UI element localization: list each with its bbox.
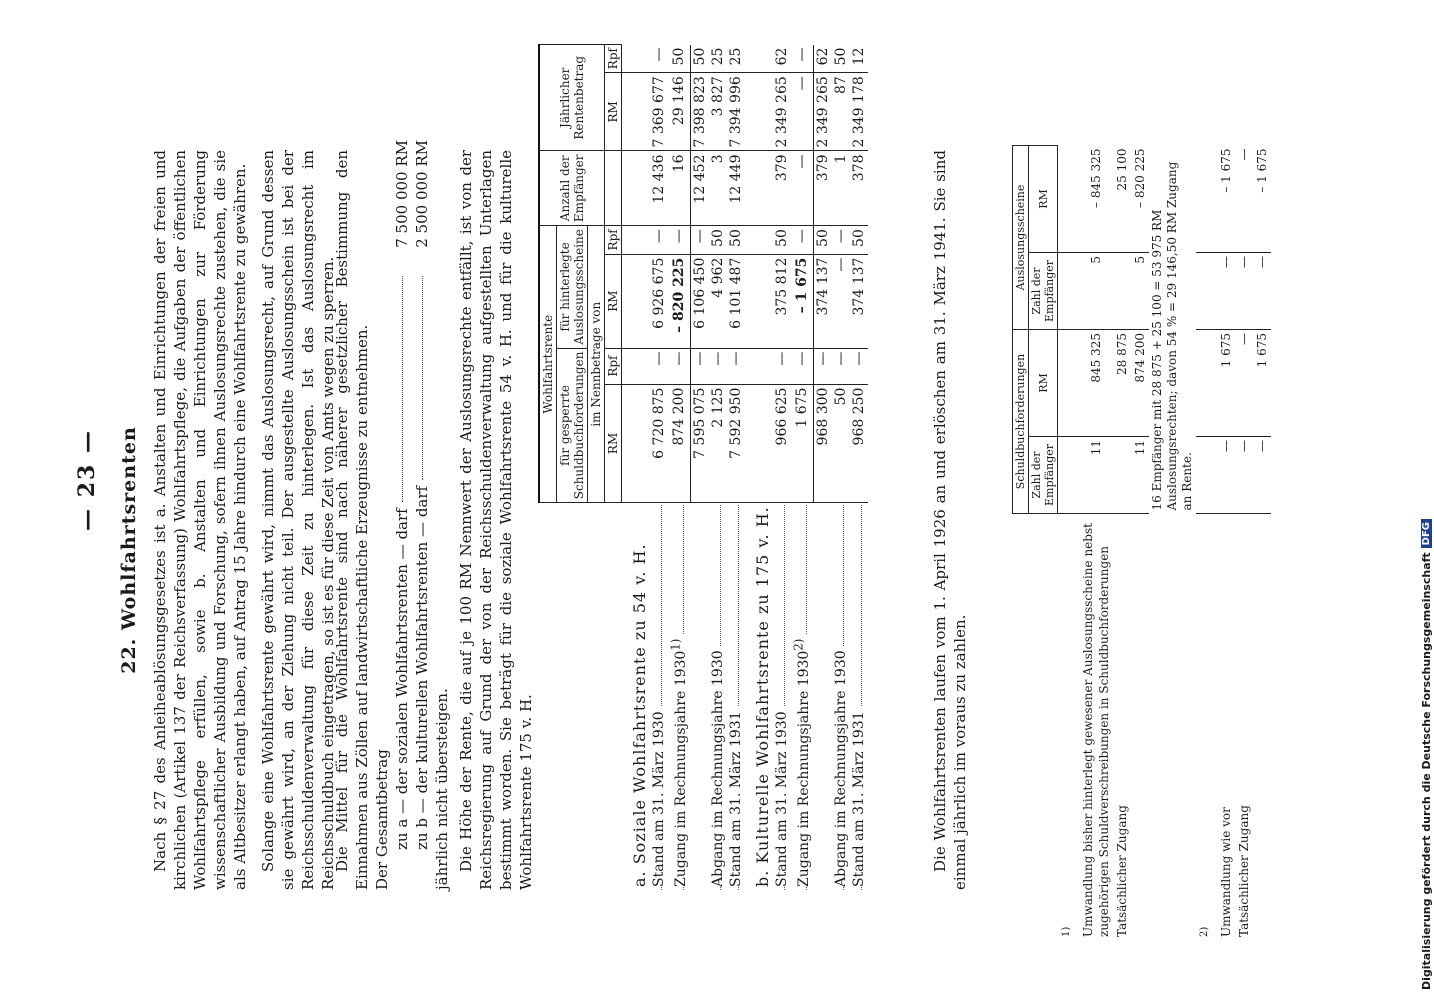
rente-rpf: 12 <box>850 45 868 73</box>
header-empfaenger: Anzahl der Empfänger <box>539 151 605 226</box>
table-row <box>773 45 791 890</box>
rente-rm: 2 349 178 <box>850 73 868 151</box>
footnote-1-rows <box>1058 146 1196 941</box>
digitization-credit <box>1418 521 1434 1000</box>
schuldbuch-rpf: — <box>650 348 668 384</box>
header-rentenbetrag: Jährlicher Rentenbetrag <box>539 45 605 151</box>
header-schuldbuch: für gesperrte Schuldbuchforderungen <box>557 348 588 503</box>
rente-rpf: — <box>650 45 668 73</box>
schuldbuch-rm: 50 <box>832 384 850 503</box>
header-group: Wohlfahrtsrente <box>539 226 557 503</box>
schuld-zahl: — <box>1217 437 1235 514</box>
header-rpf: Rpf <box>605 45 622 73</box>
row-label-text: Stand am 31. März 1930 <box>774 707 790 887</box>
footnote-row-label: Tatsächlicher Zugang <box>1236 805 1251 937</box>
paragraph-4: Die Höhe der Rente, die auf je 100 RM Nennwert der Auslosungsrechte entfällt, ist von der Reichsregierung auf Grund der von der Reichsschuldenverwaltung aufgestellten Unterlagen bestimmt worden. Sie beträgt für die soziale Wohlfahrtsrente 54 v. H. und für die kulturelle Wohlfahrtsrente 175 v. H. <box>457 150 535 890</box>
rente-rm: — <box>791 73 814 151</box>
footnote-ref: 1) <box>668 638 683 651</box>
empfaenger-count: 16 <box>668 151 691 226</box>
footnote-row <box>1113 146 1131 941</box>
schuldbuch-rm: 968 250 <box>850 384 868 503</box>
rente-rm: 2 349 265 <box>773 73 791 151</box>
footnote-note-spacer <box>1149 514 1196 941</box>
empfaenger-count: 12 436 <box>650 151 668 226</box>
header-nennbetrag: im Nennbetrage von <box>588 226 605 503</box>
header-rm: RM <box>605 73 622 151</box>
footnote-table-wrapper <box>1012 60 1271 940</box>
table-row <box>813 45 832 890</box>
rente-rm: 2 349 265 <box>813 73 832 151</box>
schuld-rm: 845 325 <box>1079 330 1113 437</box>
schuldbuch-rm: 874 200 <box>668 384 691 503</box>
header-auslosungsscheine: für hinterlegte Auslosungsscheine <box>557 226 588 348</box>
footnote-note: 16 Empfänger mit 28 875 + 25 100 = 53 975 RM Auslosungsrechten; davon 54 % = 29 146,50 RM Zugang an Rente. <box>1149 161 1194 511</box>
auslosung-rm: 374 137 <box>813 254 832 348</box>
schuld-rm: 1 675 <box>1253 330 1271 437</box>
row-label-text: Abgang im Rechnungsjahre 1930 <box>833 646 849 887</box>
schuldbuch-rm: 966 625 <box>773 384 791 503</box>
rente-rm: 7 369 677 <box>650 73 668 151</box>
header-schuldbuch: Schuldbuchforderungen <box>1013 330 1029 514</box>
rente-rm: 7 394 996 <box>727 73 745 151</box>
table-row <box>668 45 691 890</box>
schuld-rm: 28 875 <box>1113 330 1131 437</box>
schuld-rm: 874 200 <box>1131 330 1149 437</box>
header-auslosung: Auslosungsscheine <box>1013 146 1029 330</box>
row-label <box>650 503 668 890</box>
schuldbuch-rm: 7 595 075 <box>690 384 709 503</box>
page-number: — 23 — <box>74 429 100 531</box>
schuldbuch-rm: 968 300 <box>813 384 832 503</box>
auslosung-rm: 6 106 450 <box>690 254 709 348</box>
table-row <box>850 45 868 890</box>
schuld-rm: — <box>1235 330 1253 437</box>
table-row <box>709 45 727 890</box>
main-table <box>538 44 868 890</box>
schuld-rm: 1 675 <box>1217 330 1235 437</box>
header-rpf: Rpf <box>605 348 622 384</box>
header-rpf: Rpf <box>605 226 622 254</box>
schuldbuch-rpf: — <box>791 348 814 384</box>
schuldbuch-rpf: — <box>690 348 709 384</box>
table-row <box>791 45 814 890</box>
footnote-row-label: Umwandlung wie vor <box>1218 807 1233 937</box>
auslosung-rpf: — <box>690 226 709 254</box>
auslosung-rpf: 50 <box>773 226 791 254</box>
row-label-text: Zugang im Rechnungsjahre 1930$^{2)}$ <box>796 635 812 887</box>
row-label <box>709 503 727 890</box>
header-zahl: Zahl der Empfänger <box>1029 253 1058 330</box>
aus-rm: – 1 675 <box>1253 146 1271 253</box>
paragraph-3: Die Mittel für die Wohlfahrtsrente sind nach näherer gesetzlicher Bestimmung den Einnahmen aus Zöllen auf landwirtschaftliche Erzeugnisse zu entnehmen. <box>333 150 371 890</box>
empfaenger-count: 379 <box>773 151 791 226</box>
schuldbuch-rpf: — <box>850 348 868 384</box>
distribution-intro: Der Gesamtbetrag <box>373 749 391 890</box>
empfaenger-count: 1 <box>832 151 850 226</box>
empfaenger-count: — <box>791 151 814 226</box>
row-label <box>690 503 709 890</box>
row-label-text: Abgang im Rechnungsjahre 1930 <box>710 646 726 887</box>
schuld-zahl: — <box>1253 437 1271 514</box>
footnote-2-rows <box>1196 146 1271 941</box>
empfaenger-count: 379 <box>813 151 832 226</box>
aus-rm: 25 100 <box>1113 146 1131 253</box>
aus-rm: – 1 675 <box>1217 146 1235 253</box>
footnote-row-label: Umwandlung bisher hinterlegt gewesener Auslosungsscheine nebst zugehörigen Schuldverschreibungen in Schuldbuchforderungen <box>1080 523 1111 937</box>
aus-zahl: 5 <box>1079 253 1113 330</box>
schuldbuch-rm: 7 592 950 <box>727 384 745 503</box>
row-label <box>727 503 745 890</box>
rente-rpf: 25 <box>709 45 727 73</box>
dfg-logo: DFG <box>1421 519 1432 548</box>
rente-rpf: 50 <box>690 45 709 73</box>
rente-rpf: 50 <box>832 45 850 73</box>
row-label <box>813 503 832 890</box>
row-label <box>668 503 691 890</box>
footnote-row <box>1235 146 1253 941</box>
auslosung-rm: 6 101 487 <box>727 254 745 348</box>
distribution-amount-a: 7 500 000 RM <box>393 140 411 248</box>
aus-zahl: 5 <box>1131 253 1149 330</box>
footnote-row-label <box>1131 514 1149 941</box>
row-label-text: Stand am 31. März 1930 <box>651 707 667 887</box>
rente-rpf: 50 <box>668 45 691 73</box>
auslosung-rpf: — <box>791 226 814 254</box>
rente-rm: 3 827 <box>709 73 727 151</box>
footnote-row-label <box>1253 514 1271 941</box>
auslosung-rpf: 50 <box>850 226 868 254</box>
aus-zahl: — <box>1253 253 1271 330</box>
empfaenger-count: 12 452 <box>690 151 709 226</box>
auslosung-rm: 374 137 <box>850 254 868 348</box>
auslosung-rpf: 50 <box>813 226 832 254</box>
rente-rpf: — <box>791 45 814 73</box>
schuld-zahl: — <box>1235 437 1253 514</box>
header-rm: RM <box>1029 146 1058 253</box>
distribution-label-b: zu b — der kulturellen Wohlfahrtsrenten — darf <box>413 485 431 850</box>
header-rm: RM <box>1029 330 1058 437</box>
footnote-table <box>1012 145 1271 940</box>
auslosung-rpf: 50 <box>727 226 745 254</box>
distribution-row-b <box>412 140 432 890</box>
table-section-b <box>745 45 868 890</box>
row-label <box>850 503 868 890</box>
auslosung-rpf: 50 <box>709 226 727 254</box>
auslosung-rm: – 820 225 <box>668 254 691 348</box>
leader-dots <box>422 276 423 480</box>
table-row <box>727 45 745 890</box>
credit-text: Digitalisierung gefördert durch die Deutsche Forschungsgemeinschaft <box>1419 552 1433 990</box>
row-label-text: Zugang im Rechnungsjahre 1930$^{1)}$ <box>673 635 689 887</box>
section-b-heading: b. Kulturelle Wohlfahrtsrente zu 175 v. H. <box>752 506 772 887</box>
row-label-text: Stand am 31. März 1931 <box>728 707 744 887</box>
schuldbuch-rm: 2 125 <box>709 384 727 503</box>
footnote-row <box>1217 146 1235 941</box>
row-label <box>773 503 791 890</box>
leader-dots <box>402 276 403 502</box>
schuldbuch-rpf: — <box>773 348 791 384</box>
row-label <box>791 503 814 890</box>
schuld-zahl: 11 <box>1131 437 1149 514</box>
rente-rpf: 25 <box>727 45 745 73</box>
auslosung-rm: 4 962 <box>709 254 727 348</box>
schuld-zahl: 11 <box>1079 437 1113 514</box>
main-table-wrapper <box>538 47 868 890</box>
auslosung-rm: 6 926 675 <box>650 254 668 348</box>
table-row <box>832 45 850 890</box>
footnote-note-row <box>1149 146 1196 941</box>
footnote-mark-2: 2) <box>1198 926 1210 937</box>
empfaenger-count: 12 449 <box>727 151 745 226</box>
auslosung-rm: 375 812 <box>773 254 791 348</box>
rente-rpf: 62 <box>813 45 832 73</box>
schuldbuch-rm: 1 675 <box>791 384 814 503</box>
schuldbuch-rpf: — <box>709 348 727 384</box>
aus-rm: – 845 325 <box>1079 146 1113 253</box>
footnote-row <box>1131 146 1149 941</box>
footnote-row <box>1253 146 1271 941</box>
auslosung-rpf: — <box>832 226 850 254</box>
rente-rm: 29 146 <box>668 73 691 151</box>
schuld-zahl <box>1113 437 1131 514</box>
aus-rm: – 820 225 <box>1131 146 1149 253</box>
distribution-outro: jährlich nicht übersteigen. <box>433 688 451 890</box>
row-label-text: Stand am 31. März 1931 <box>851 707 867 887</box>
footnote-row-label: Tatsächlicher Zugang <box>1114 805 1129 937</box>
paragraph-2: Solange eine Wohlfahrtsrente gewährt wird, nimmt das Auslosungsrecht, auf Grund dessen sie gewährt wird, an der Ziehung nicht teil. Der ausgestellte Auslosungsschein ist bei der Reichsschuldenverwaltung für diese Zeit zu hinterlegen. Ist das Auslosungsrecht im Reichsschuldbuch eingetragen, so ist es für diese Zeit von Amts wegen zu sperren. <box>259 150 337 890</box>
header-zahl: Zahl der Empfänger <box>1029 437 1058 514</box>
footnote-row <box>1079 146 1113 941</box>
rente-rm: 87 <box>832 73 850 151</box>
section-title: 22. Wohlfahrtsrenten <box>118 426 140 674</box>
distribution-block <box>372 140 452 890</box>
auslosung-rm: — <box>832 254 850 348</box>
schuldbuch-rpf: — <box>832 348 850 384</box>
rente-rpf: 62 <box>773 45 791 73</box>
empfaenger-count: 378 <box>850 151 868 226</box>
row-label-text <box>815 883 831 887</box>
auslosung-rm: – 1 675 <box>791 254 814 348</box>
schuldbuch-rpf: — <box>668 348 691 384</box>
auslosung-rpf: — <box>650 226 668 254</box>
aus-zahl: — <box>1217 253 1235 330</box>
schuldbuch-rpf: — <box>813 348 832 384</box>
table-row <box>690 45 709 890</box>
auslosung-rpf: — <box>668 226 691 254</box>
header-rm: RM <box>605 384 622 503</box>
distribution-row-a <box>392 140 412 890</box>
aus-zahl <box>1113 253 1131 330</box>
paragraph-5: Die Wohlfahrtsrenten laufen vom 1. April 1926 an und erlöschen am 31. März 1941. Sie sind einmal jährlich im voraus zu zahlen. <box>931 150 969 890</box>
table-section-a <box>622 45 745 890</box>
footnote-ref: 2) <box>791 638 806 651</box>
empfaenger-count: 3 <box>709 151 727 226</box>
rente-rm: 7 398 823 <box>690 73 709 151</box>
row-label-text <box>691 883 707 887</box>
footnote-mark-1: 1) <box>1060 926 1072 937</box>
aus-rm: — <box>1235 146 1253 253</box>
header-rm: RM <box>605 254 622 348</box>
aus-zahl: — <box>1235 253 1253 330</box>
row-label <box>832 503 850 890</box>
distribution-label-a: zu a — der sozialen Wohlfahrtsrenten — darf <box>393 508 411 850</box>
distribution-amount-b: 2 500 000 RM <box>413 140 431 248</box>
table-row <box>650 45 668 890</box>
paragraph-1: Nach § 27 des Anleiheablösungsgesetzes ist a. Anstalten und Einrichtungen der freien und kirchlichen (Artikel 137 der Reichsverfassung) Wohlfahrtspflege, die Aufgaben der öffentlichen Wohlfahrtspflege erfüllen, sowie b. Anstalten und Einrichtungen zur Förderung wissenschaftlicher Ausbildung und Forschung, sofern ihnen Auslosungsrechte zustehen, die sie als Altbesitzer erlangt haben, auf Antrag 15 Jahre hindurch eine Wohlfahrtsrente zu gewähren. <box>151 150 249 890</box>
schuldbuch-rpf: — <box>727 348 745 384</box>
section-a-heading: a. Soziale Wohlfahrtsrente zu 54 v. H. <box>629 543 649 887</box>
schuldbuch-rm: 6 720 875 <box>650 384 668 503</box>
